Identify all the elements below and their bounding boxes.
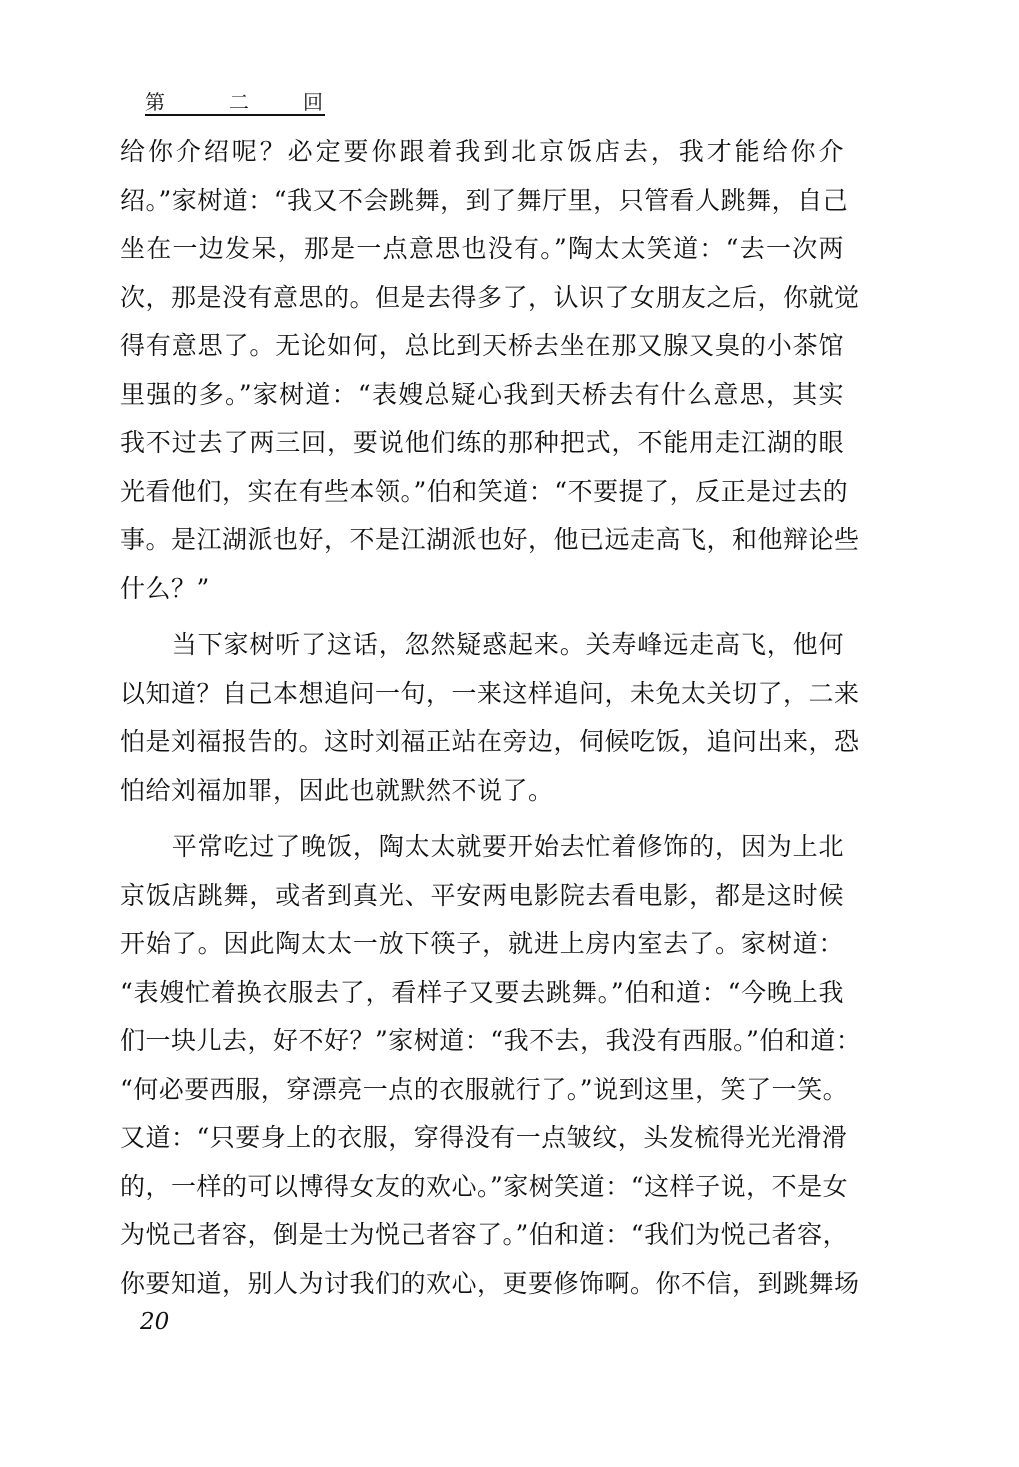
text-line: 给你介绍呢？必定要你跟着我到北京饭店去，我才能给你介 (120, 137, 844, 166)
text-line: 的，一样的可以博得女友的欢心。”家树笑道：“这样子说，不是女 (120, 1171, 849, 1201)
text-line: 京饭店跳舞，或者到真光、平安两电影院去看电影，都是这时候 (120, 880, 844, 910)
text-line: 当下家树听了这话，忽然疑惑起来。关寿峰远走高飞，他何 (120, 630, 844, 659)
page-number: 20 (140, 1309, 170, 1335)
text-line: 得有意思了。无论如何，总比到天桥去坐在那又腺又臭的小茶馆 (120, 331, 844, 360)
paragraph (120, 128, 860, 613)
text-line: 平常吃过了晚饭，陶太太就要开始去忙着修饰的，因为上北 (120, 832, 844, 861)
text-line: “表嫂忙着换衣服去了，看样子又要去跳舞。”伯和道：“今晚上我 (120, 977, 844, 1007)
chapter-header-part1: 第 (145, 90, 165, 114)
header-rule (145, 114, 325, 116)
text-line: 怕给刘福加罪，因此也就默然不说了。 (120, 775, 554, 805)
chapter-header (145, 90, 325, 116)
text-line: 事。是江湖派也好，不是江湖派也好，他已远走高飞，和他辩论些 (120, 525, 860, 554)
text-line: 为悦己者容，倒是士为悦己者容了。”伯和道：“我们为悦己者容， (120, 1220, 849, 1249)
body-text (120, 128, 862, 1308)
text-line: 开始了。因此陶太太一放下筷子，就进上房内室去了。家树道： (120, 929, 844, 958)
text-line: 以知道？自己本想追问一句，一来这样追问，未免太关切了，二来 (120, 678, 860, 708)
paragraph-gap (120, 815, 844, 823)
text-line: 里强的多。”家树道：“表嫂总疑心我到天桥去有什么意思，其实 (120, 379, 844, 409)
text-line: 怕是刘福报告的。这时刘福正站在旁边，伺候吃饭，追问出来，恐 (120, 727, 860, 756)
text-line: 又道：“只要身上的衣服，穿得没有一点皱纹，头发梳得光光滑滑 (120, 1123, 848, 1152)
text-line: 光看他们，实在有些本领。”伯和笑道：“不要提了，反正是过去的 (120, 476, 849, 506)
text-line: 我不过去了两三回，要说他们练的那种把式，不能用走江湖的眼 (120, 428, 844, 457)
text-line: 坐在一边发呆，那是一点意思也没有。”陶太太笑道：“去一次两 (120, 234, 844, 263)
text-line: 们一块儿去，好不好？”家树道：“我不去，我没有西服。”伯和道： (120, 1026, 862, 1055)
chapter-header-part3: 回 (303, 90, 323, 114)
paragraph (120, 823, 862, 1308)
paragraph-gap (120, 613, 844, 621)
text-line: 什么？” (120, 573, 210, 603)
chapter-header-part2: 二 (229, 90, 249, 114)
text-line: 绍。”家树道：“我又不会跳舞，到了舞厅里，只管看人跳舞，自己 (120, 185, 849, 215)
paragraph (120, 621, 860, 815)
text-line: 你要知道，别人为讨我们的欢心，更要修饰啊。你不信，到跳舞场 (120, 1268, 860, 1298)
text-line: “何必要西服，穿漂亮一点的衣服就行了。”说到这里，笑了一笑。 (120, 1074, 849, 1104)
text-line: 次，那是没有意思的。但是去得多了，认识了女朋友之后，你就觉 (120, 282, 860, 312)
